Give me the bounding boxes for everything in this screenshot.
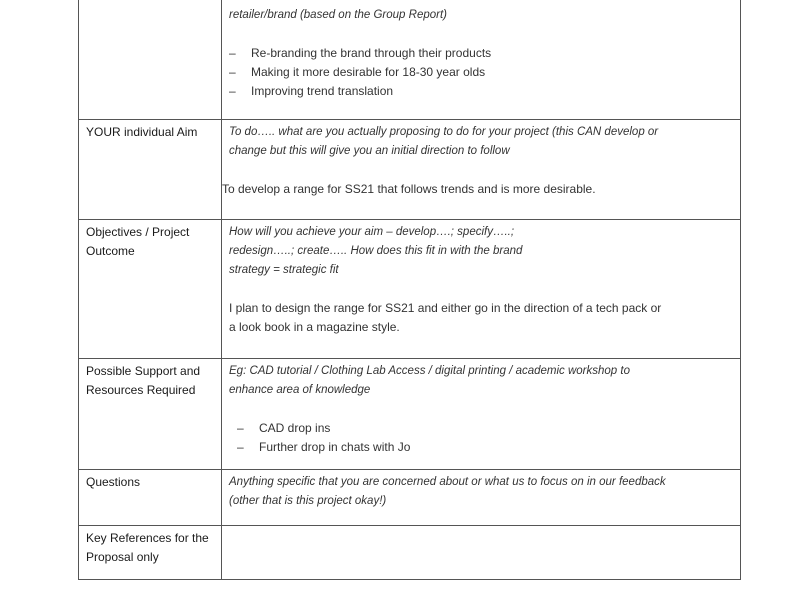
aim-answer: To develop a range for SS21 that follows trends and is more desirable.: [222, 182, 596, 196]
objectives-label-cell: [79, 220, 222, 359]
references-row: [79, 526, 741, 580]
support-bullet: – CAD drop ins: [237, 419, 740, 438]
aim-label-cell: [79, 120, 222, 220]
context-row: [79, 0, 741, 120]
aim-prompt-line-1: To do….. what are you actually proposing to do for your project (this CAN develop or: [229, 126, 659, 138]
aim-prompt-line-2: change but this will give you an initial direction to follow: [229, 145, 510, 157]
references-label-line-2: Proposal only: [86, 550, 159, 564]
objectives-prompt-line-3: strategy = strategic fit: [229, 264, 339, 276]
context-bullet: – Making it more desirable for 18-30 year olds: [229, 63, 740, 82]
support-prompt-line-1: Eg: CAD tutorial / Clothing Lab Access / digital printing / academic workshop to: [229, 365, 630, 377]
objectives-content-cell: [222, 220, 741, 359]
references-label-cell: [79, 526, 222, 580]
support-label-line-1: Possible Support and: [86, 364, 201, 378]
questions-label-cell: [79, 470, 222, 526]
objectives-label-line-2: Outcome: [86, 244, 135, 258]
proposal-table: [78, 0, 741, 580]
references-content-cell: [222, 526, 741, 580]
support-prompt-line-2: enhance area of knowledge: [229, 384, 371, 396]
support-row: [79, 359, 741, 470]
objectives-answer-line-2: a look book in a magazine style.: [229, 320, 400, 334]
context-line-2: retailer/brand (based on the Group Report): [229, 9, 447, 21]
questions-content-cell: [222, 470, 741, 526]
references-label-line-1: Key References for the: [86, 531, 209, 545]
context-content-cell: [222, 0, 741, 120]
context-bullet-list: [229, 44, 740, 101]
objectives-label-line-1: Objectives / Project: [86, 225, 190, 239]
support-label-cell: [79, 359, 222, 470]
support-label-line-2: Resources Required: [86, 383, 196, 397]
context-bullet: – Improving trend translation: [229, 82, 740, 101]
context-label-cell: [79, 0, 222, 120]
support-bullet-list: [237, 419, 740, 457]
aim-content-cell: [222, 120, 741, 220]
aim-label: YOUR individual Aim: [86, 125, 198, 139]
objectives-row: [79, 220, 741, 359]
objectives-prompt-line-2: redesign…..; create….. How does this fit in with the brand: [229, 245, 523, 257]
support-content-cell: [222, 359, 741, 470]
questions-label: Questions: [86, 475, 141, 489]
aim-row: [79, 120, 741, 220]
questions-prompt-line-2: (other that is this project okay!): [229, 495, 387, 507]
questions-prompt-line-1: Anything specific that you are concerned about or what us to focus on in our feedback: [229, 476, 666, 488]
support-bullet: – Further drop in chats with Jo: [237, 438, 740, 457]
objectives-prompt-line-1: How will you achieve your aim – develop….; specify…..;: [229, 226, 515, 238]
objectives-answer-line-1: I plan to design the range for SS21 and either go in the direction of a tech pack or: [229, 301, 662, 315]
questions-row: [79, 470, 741, 526]
context-bullet: – Re-branding the brand through their products: [229, 44, 740, 63]
